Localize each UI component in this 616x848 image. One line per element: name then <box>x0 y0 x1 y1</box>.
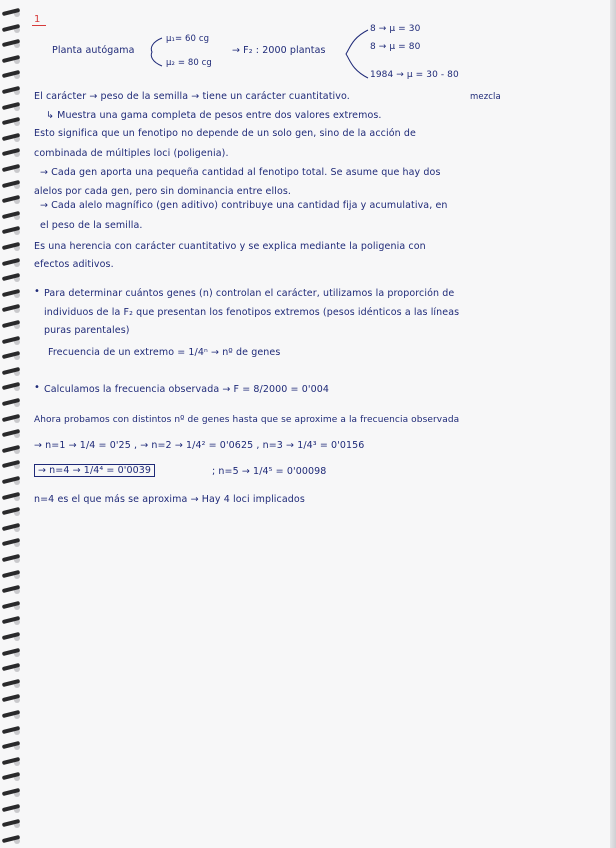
f2-label: → F₂ : 2000 plantas <box>232 45 326 56</box>
text-line: combinada de múltiples loci (poligenia). <box>34 148 229 159</box>
highlighted-result: → n=4 → 1/4⁴ = 0'0039 <box>34 464 155 477</box>
text-line: Para determinar cuántos genes (n) controlan el carácter, utilizamos la proporción de <box>44 288 455 299</box>
text-line: ↳ Muestra una gama completa de pesos entre dos valores extremos. <box>46 110 382 121</box>
page-number: 1 <box>34 14 41 25</box>
outcome-3: 1984 → μ = 30 - 80 <box>370 70 459 80</box>
text-line: Es una herencia con carácter cuantitativo y se explica mediante la poligenia con <box>34 241 426 252</box>
text-line: individuos de la F₂ que presentan los fenotipos extremos (pesos idénticos a las líneas <box>44 307 460 318</box>
spiral-binding <box>0 0 30 848</box>
text-line: alelos por cada gen, pero sin dominancia entre ellos. <box>34 186 292 197</box>
formula-line: → n=1 → 1/4 = 0'25 , → n=2 → 1/4² = 0'0625 , n=3 → 1/4³ = 0'0156 <box>34 440 365 451</box>
conclusion-line: n=4 es el que más se aproxima → Hay 4 loci implicados <box>34 494 305 505</box>
outcome-1: 8 → μ = 30 <box>370 24 421 34</box>
bullet-icon: • <box>34 286 40 297</box>
text-line: puras parentales) <box>44 325 130 336</box>
text-line: El carácter → peso de la semilla → tiene un carácter cuantitativo. <box>34 91 350 102</box>
text-line: Esto significa que un fenotipo no depende de un solo gen, sino de la acción de <box>34 128 416 139</box>
formula-line: ; n=5 → 1/4⁵ = 0'00098 <box>212 466 327 477</box>
mezcla-label: mezcla <box>470 92 501 102</box>
text-line: Ahora probamos con distintos nº de genes hasta que se aproxime a la frecuencia observada <box>34 415 460 425</box>
page-edge <box>610 0 616 848</box>
bullet-icon: • <box>34 382 40 393</box>
formula-line: Frecuencia de un extremo = 1/4ⁿ → nº de genes <box>48 347 281 358</box>
text-line: → Cada gen aporta una pequeña cantidad al fenotipo total. Se asume que hay dos <box>40 167 441 178</box>
text-line: el peso de la semilla. <box>40 220 143 231</box>
parent1-mean: μ₁= 60 cg <box>166 34 210 44</box>
formula-line: Calculamos la frecuencia observada → F = 8/2000 = 0'004 <box>44 384 330 395</box>
parent2-mean: μ₂ = 80 cg <box>166 58 212 68</box>
outcome-2: 8 → μ = 80 <box>370 42 421 52</box>
text-line: efectos aditivos. <box>34 259 114 270</box>
cross-label: Planta autógama <box>52 45 135 56</box>
text-line: → Cada alelo magnífico (gen aditivo) contribuye una cantidad fija y acumulativa, en <box>40 200 448 211</box>
